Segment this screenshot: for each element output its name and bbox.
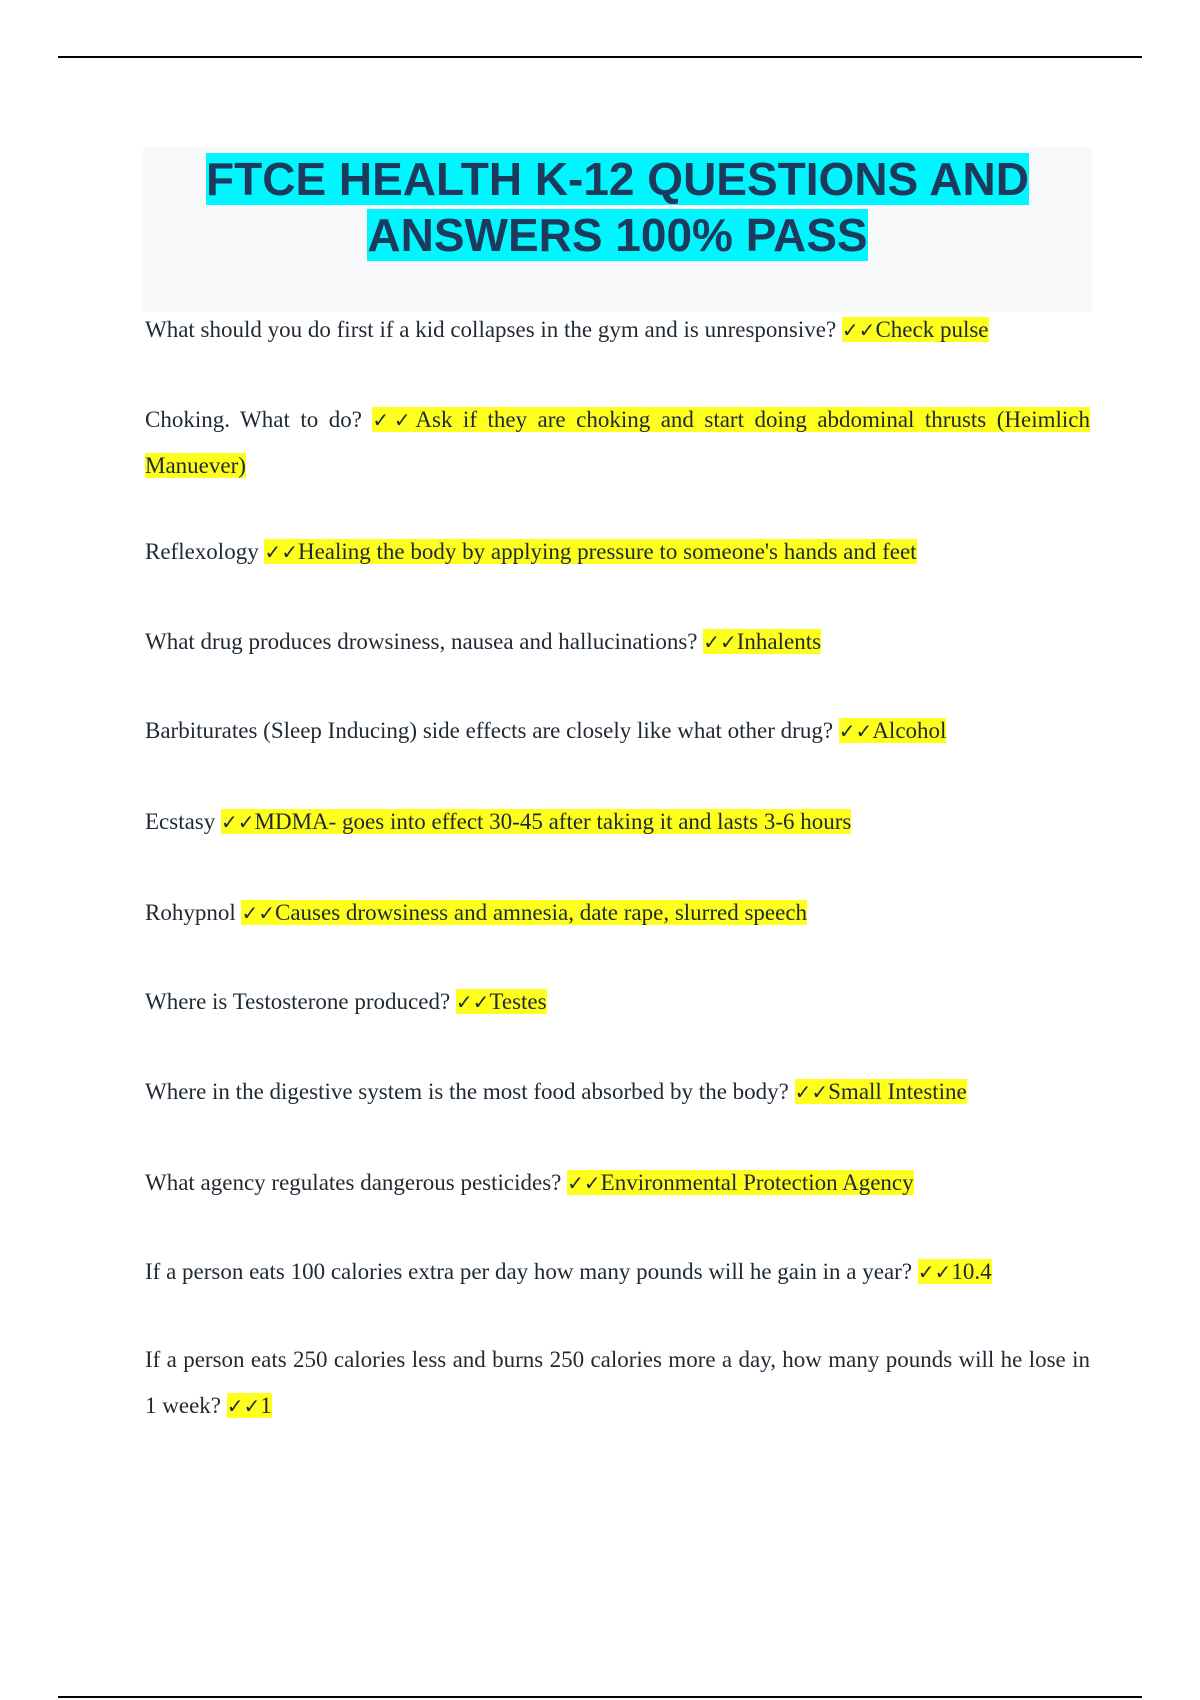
answer-text: Ask if they are choking and start doing abdominal thrusts (Heimlich Manuever) [145, 407, 1090, 478]
answer-highlight [839, 718, 947, 743]
answer-text: Alcohol [872, 718, 947, 743]
qa-item-3 [145, 529, 1090, 575]
qa-item-9 [145, 1069, 1090, 1115]
answer-highlight [703, 629, 821, 654]
answer-text: Causes drowsiness and amnesia, date rape, slurred speech [275, 900, 808, 925]
answer-text: Check pulse [875, 317, 989, 342]
qa-item-11 [145, 1249, 1090, 1295]
answer-text: MDMA- goes into effect 30-45 after taking it and lasts 3-6 hours [254, 809, 852, 834]
question-text: If a person eats 250 calories less and burns 250 calories more a day, how many pounds will he lose in 1 week? [145, 1347, 1090, 1418]
qa-item-7 [145, 890, 1090, 936]
double-check-icon: ✓✓ [221, 810, 255, 834]
double-check-icon: ✓✓ [241, 901, 275, 925]
double-check-icon: ✓✓ [226, 1394, 261, 1418]
qa-item-1 [145, 307, 1090, 353]
double-check-icon: ✓✓ [703, 630, 737, 654]
question-text: Where is Testosterone produced? [145, 989, 451, 1014]
answer-highlight [456, 989, 547, 1014]
qa-item-8 [145, 979, 1090, 1025]
answer-text: Testes [489, 989, 547, 1014]
question-text: Where in the digestive system is the most food absorbed by the body? [145, 1079, 789, 1104]
answer-highlight [567, 1170, 914, 1195]
answer-highlight [842, 317, 989, 342]
qa-item-2 [145, 397, 1090, 489]
answer-highlight [221, 809, 851, 834]
answer-text: Small Intestine [828, 1079, 967, 1104]
answer-text: Healing the body by applying pressure to someone's hands and feet [297, 539, 917, 564]
qa-item-12 [145, 1337, 1090, 1429]
document-title [143, 147, 1092, 263]
double-check-icon: ✓✓ [264, 540, 298, 564]
answer-text: Environmental Protection Agency [600, 1170, 914, 1195]
double-check-icon: ✓✓ [567, 1171, 601, 1195]
top-rule [58, 56, 1142, 58]
answer-highlight [241, 900, 807, 925]
double-check-icon: ✓✓ [841, 318, 876, 342]
answer-text: 10.4 [951, 1259, 992, 1284]
question-text: What drug produces drowsiness, nausea and hallucinations? [145, 629, 698, 654]
answer-highlight [227, 1393, 272, 1418]
question-text: If a person eats 100 calories extra per day how many pounds will he gain in a year? [145, 1259, 913, 1284]
bottom-rule [58, 1696, 1142, 1698]
double-check-icon: ✓✓ [794, 1080, 829, 1104]
double-check-icon: ✓✓ [372, 408, 416, 432]
question-text: What should you do first if a kid collapses in the gym and is unresponsive? [145, 317, 837, 342]
title-line-1: FTCE HEALTH K-12 QUESTIONS AND [206, 153, 1029, 205]
answer-highlight [264, 539, 916, 564]
question-text: Ecstasy [145, 809, 216, 834]
answer-text: Inhalents [736, 629, 822, 654]
double-check-icon: ✓✓ [917, 1260, 952, 1284]
double-check-icon: ✓✓ [455, 990, 490, 1014]
qa-item-4 [145, 619, 1090, 665]
answer-highlight [918, 1259, 992, 1284]
qa-item-5 [145, 708, 1090, 754]
title-banner [143, 147, 1092, 312]
question-text: Reflexology [145, 539, 259, 564]
question-text: Choking. What to do? [145, 407, 362, 432]
double-check-icon: ✓✓ [838, 719, 873, 743]
question-text: What agency regulates dangerous pesticides? [145, 1170, 562, 1195]
title-line-2: ANSWERS 100% PASS [367, 209, 868, 261]
question-text: Barbiturates (Sleep Inducing) side effects are closely like what other drug? [145, 718, 834, 743]
answer-highlight [795, 1079, 967, 1104]
answer-text: 1 [260, 1393, 272, 1418]
qa-item-6 [145, 799, 1090, 845]
question-text: Rohypnol [145, 900, 236, 925]
qa-item-10 [145, 1160, 1090, 1206]
